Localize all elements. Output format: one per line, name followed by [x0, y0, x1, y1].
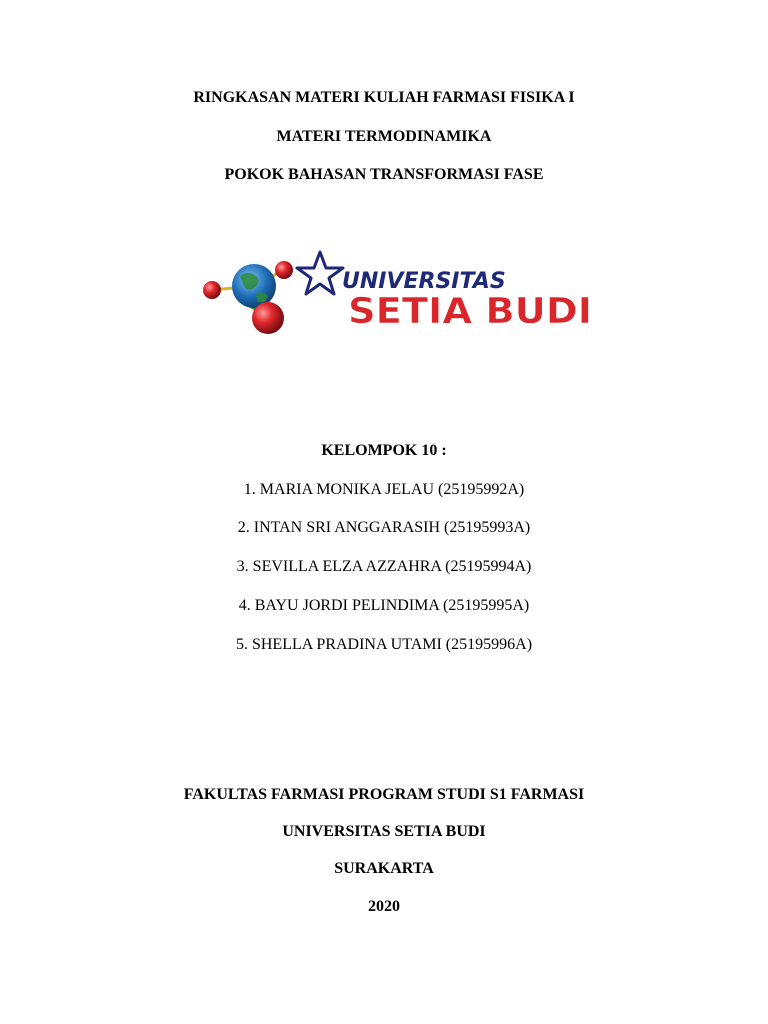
- list-item: 4. BAYU JORDI PELINDIMA (25195995A): [238, 597, 530, 614]
- list-item: 1. MARIA MONIKA JELAU (25195992A): [243, 481, 525, 498]
- document-subtitle: MATERI TERMODINAMIKA: [276, 128, 492, 145]
- logo-word-setia-budi: SETIA BUDI: [348, 291, 592, 332]
- document-title: RINGKASAN MATERI KULIAH FARMASI FISIKA I: [193, 89, 575, 106]
- year: 2020: [368, 898, 400, 915]
- document-topic: POKOK BAHASAN TRANSFORMASI FASE: [224, 166, 544, 183]
- city-name: SURAKARTA: [334, 860, 434, 877]
- list-item: 2. INTAN SRI ANGGARASIH (25195993A): [237, 519, 531, 536]
- university-logo: [196, 246, 596, 338]
- group-label: KELOMPOK 10 :: [321, 442, 447, 459]
- list-item: 3. SEVILLA ELZA AZZAHRA (25195994A): [236, 558, 532, 575]
- molecule-icon: [203, 261, 293, 334]
- faculty-name: FAKULTAS FARMASI PROGRAM STUDI S1 FARMASI: [183, 786, 585, 803]
- logo-word-universitas: UNIVERSITAS: [342, 269, 506, 294]
- list-item: 5. SHELLA PRADINA UTAMI (25195996A): [235, 636, 533, 653]
- university-name: UNIVERSITAS SETIA BUDI: [282, 823, 486, 840]
- star-icon: [297, 252, 343, 294]
